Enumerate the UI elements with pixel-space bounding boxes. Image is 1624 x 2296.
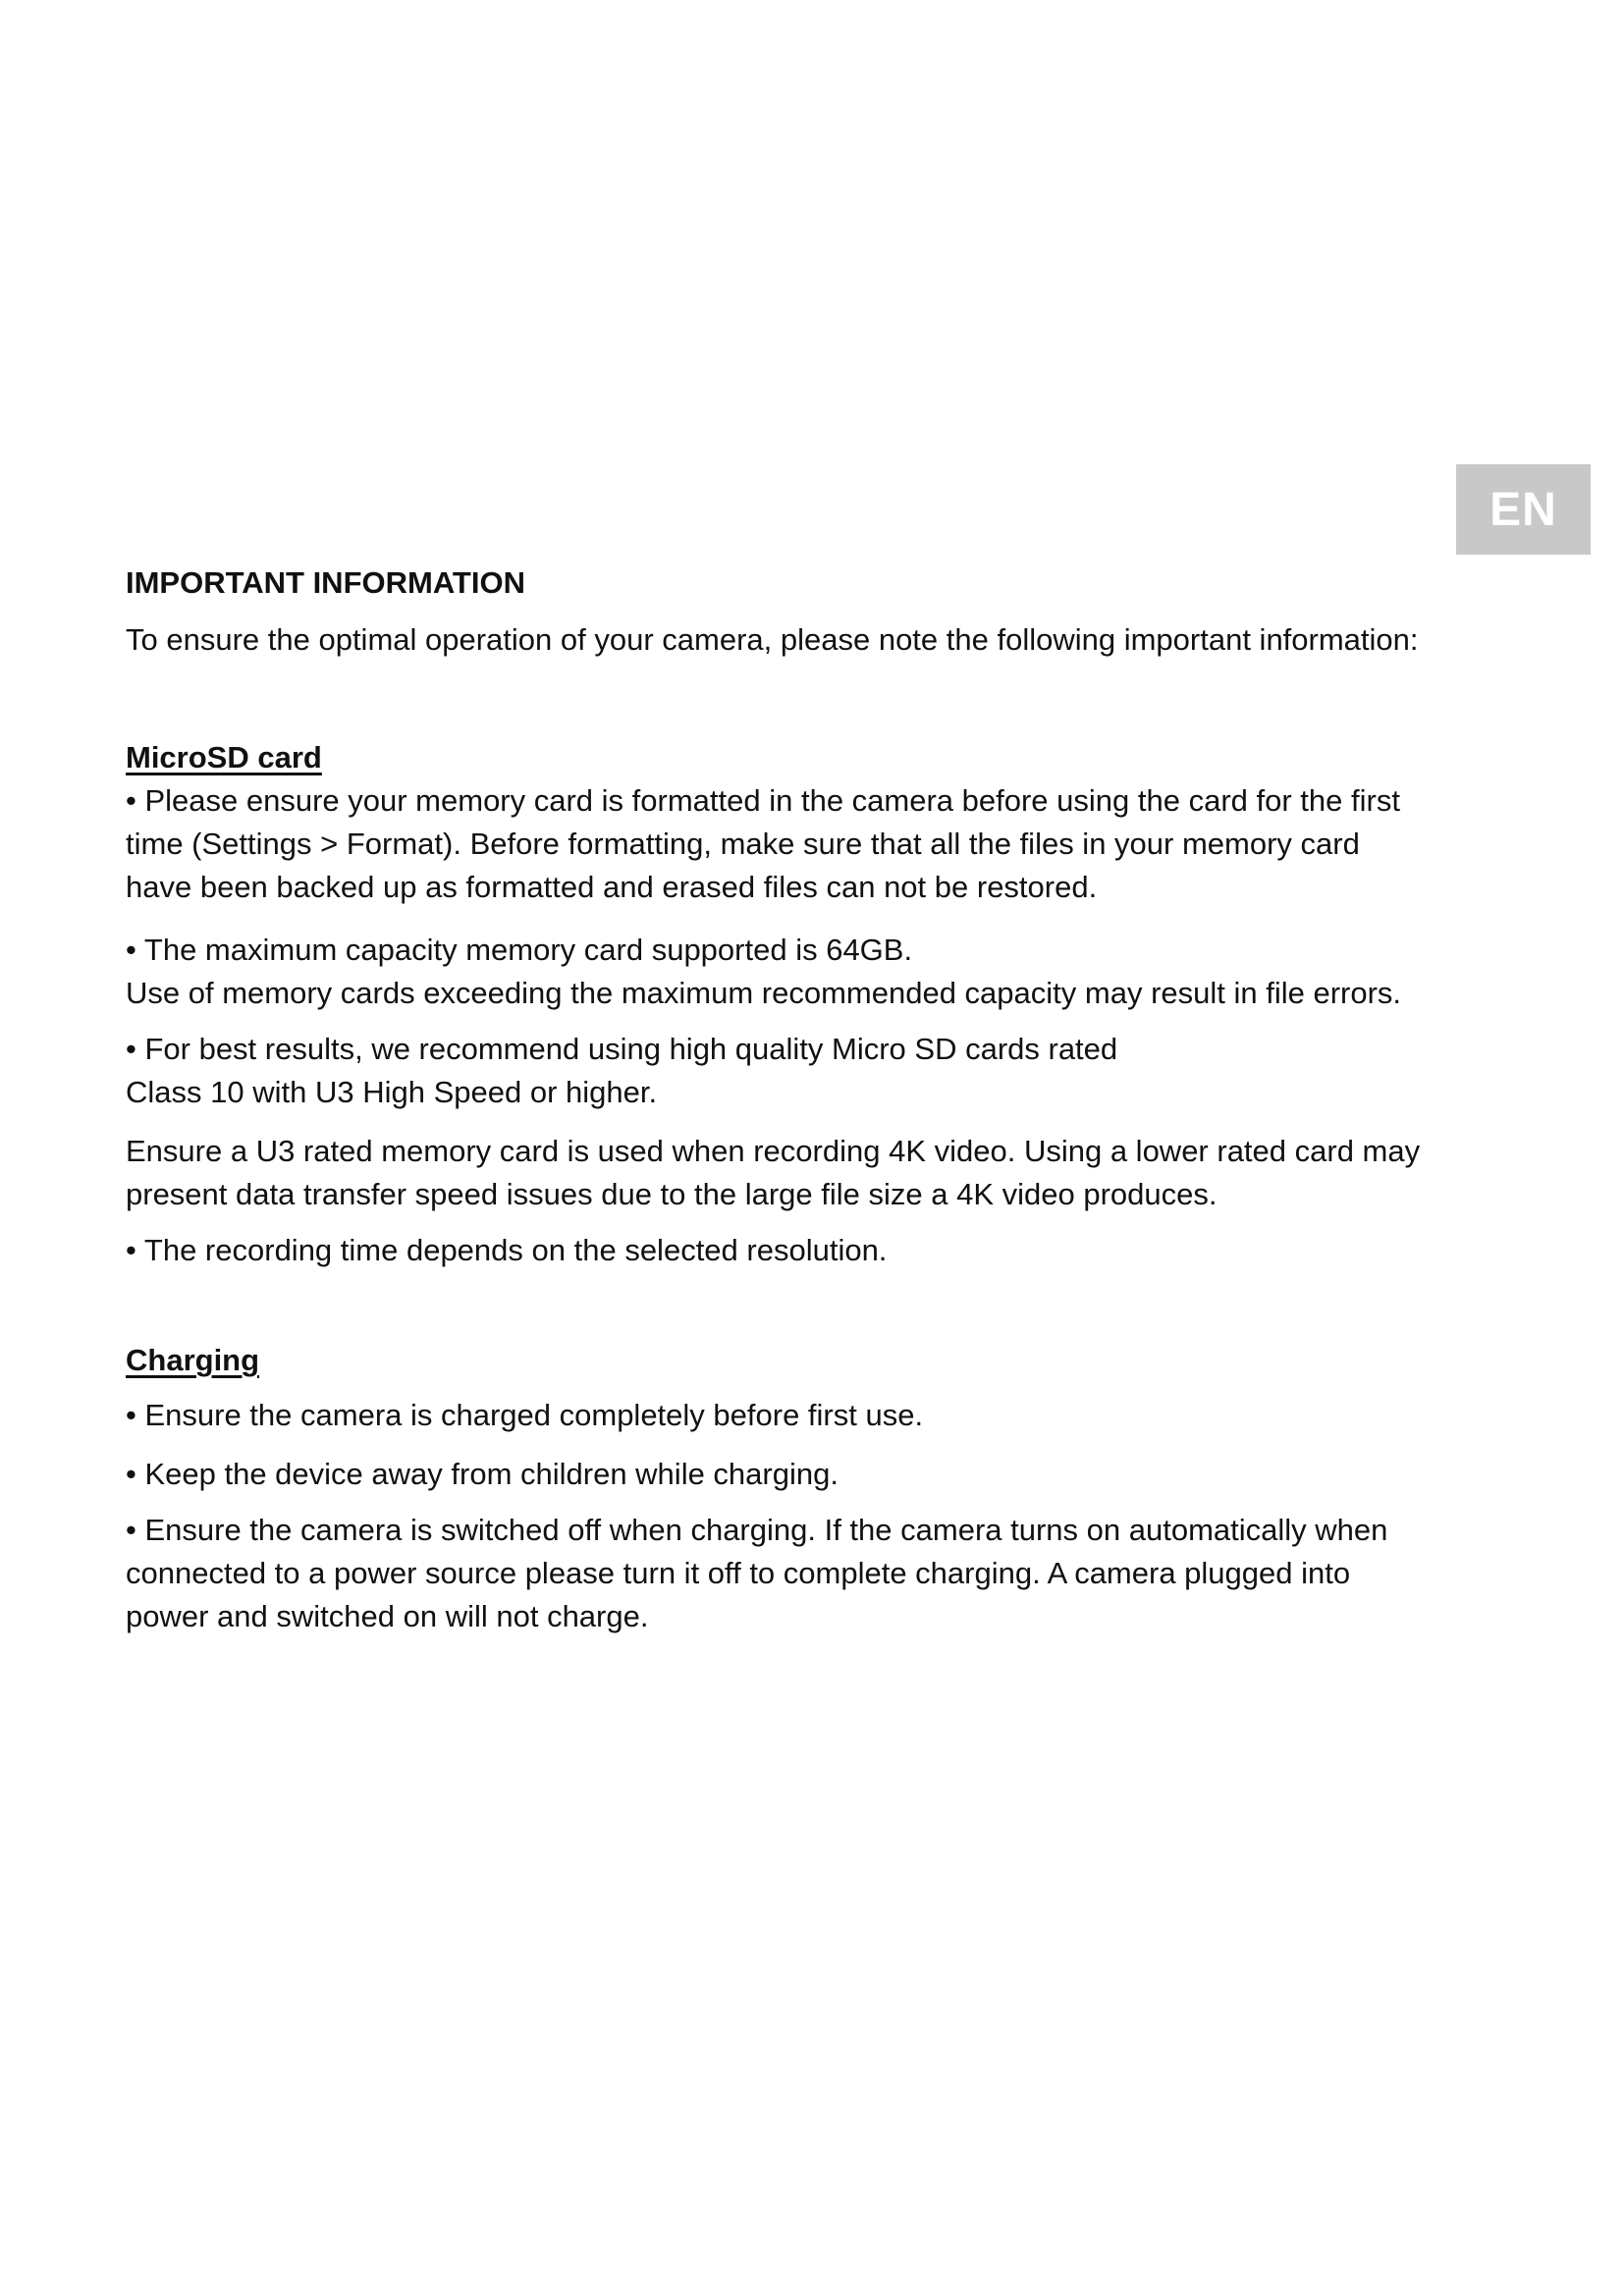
microsd-recording-time-note: • The recording time depends on the selected resolution. (126, 1233, 888, 1267)
microsd-format-note: • Please ensure your memory card is formatted in the camera before using the card for the first time (Settings > Format). Before formatting, make sure that all the files in your memory card have been backed up as formatted and erased files can not be restored. (126, 783, 1400, 904)
microsd-4k-note: Ensure a U3 rated memory card is used when recording 4K video. Using a lower rated card may present data transfer speed issues due to the large file size a 4K video produces. (126, 1134, 1421, 1211)
page-title: IMPORTANT INFORMATION (126, 565, 525, 600)
charging-switched-off-note: • Ensure the camera is switched off when charging. If the camera turns on automatically when connected to a power source please turn it off to complete charging. A camera plugged into power and switched on will not charge. (126, 1513, 1388, 1633)
language-tab: EN (1456, 464, 1591, 555)
microsd-quality-note: • For best results, we recommend using high quality Micro SD cards rated (126, 1032, 1118, 1066)
document-body (126, 561, 1432, 1638)
microsd-section (126, 736, 1432, 1272)
charging-heading: Charging (126, 1343, 260, 1377)
microsd-heading: MicroSD card (126, 740, 322, 774)
microsd-class-note: Class 10 with U3 High Speed or higher. (126, 1075, 658, 1109)
microsd-capacity-warning: Use of memory cards exceeding the maximum recommended capacity may result in file errors. (126, 976, 1402, 1010)
intro-text: To ensure the optimal operation of your camera, please note the following important information: (126, 622, 1419, 657)
charging-section (126, 1339, 1432, 1638)
microsd-capacity-note: • The maximum capacity memory card supported is 64GB. (126, 933, 913, 967)
charging-children-note: • Keep the device away from children while charging. (126, 1457, 839, 1491)
charging-first-use-note: • Ensure the camera is charged completely before first use. (126, 1398, 924, 1432)
